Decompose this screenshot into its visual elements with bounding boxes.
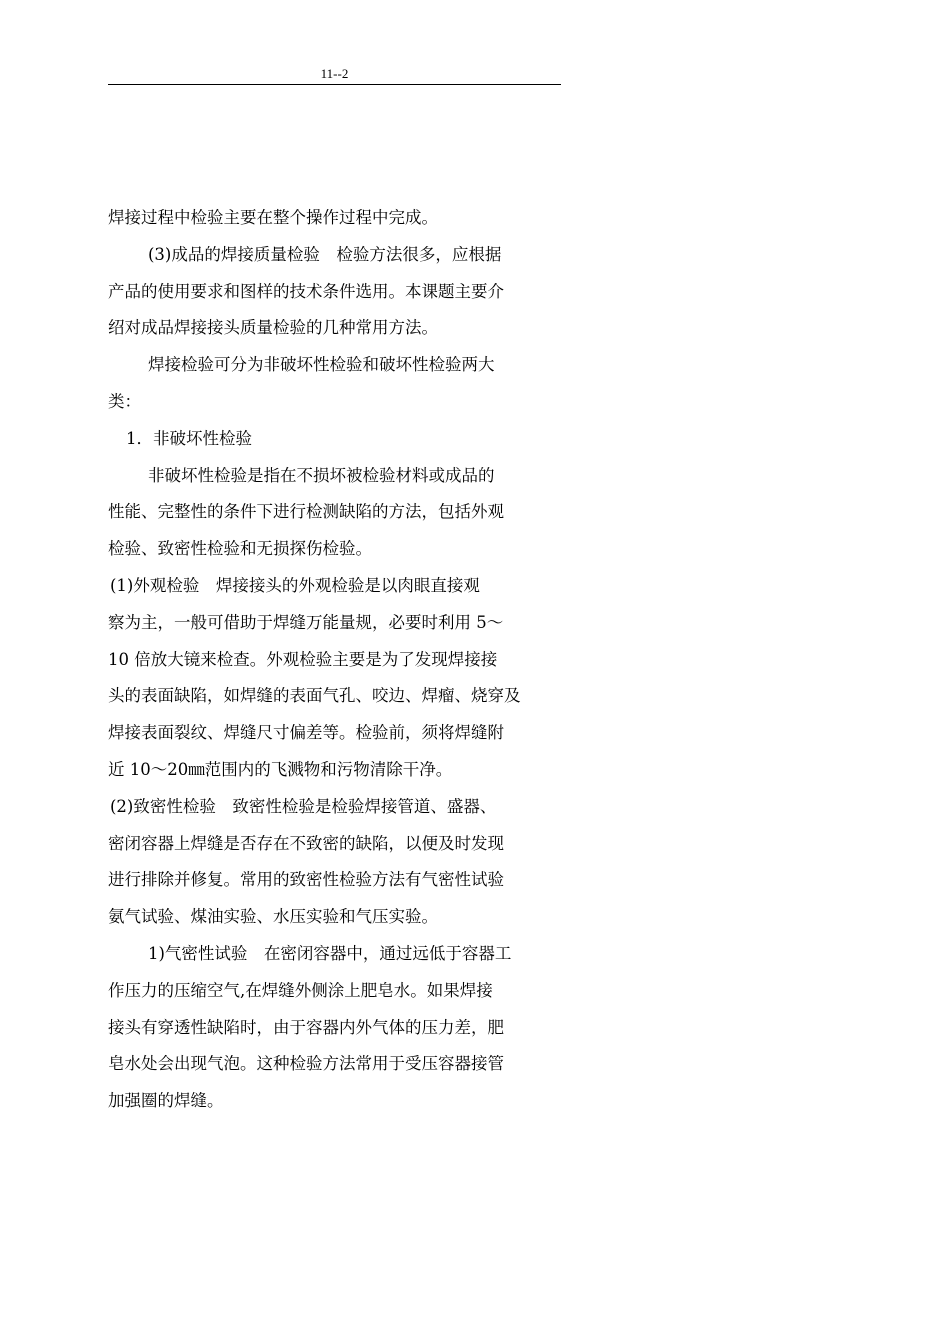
text-line: 头的表面缺陷，如焊缝的表面气孔、咬边、焊瘤、烧穿及 <box>108 686 521 706</box>
text-line: 焊接表面裂纹、焊缝尺寸偏差等。检验前，须将焊缝附 <box>108 723 504 743</box>
text-line: 接头有穿透性缺陷时，由于容器内外气体的压力差，肥 <box>108 1017 504 1037</box>
text-line: 检验、致密性检验和无损探伤检验。 <box>108 539 372 559</box>
text-line: 非破坏性检验是指在不损坏被检验材料或成品的 <box>148 465 495 485</box>
text-line: (2)致密性检验 致密性检验是检验焊接管道、盛器、 <box>110 796 497 816</box>
text-line: 性能、完整性的条件下进行检测缺陷的方法，包括外观 <box>108 502 504 522</box>
text-line: 氨气试验、煤油实验、水压实验和气压实验。 <box>108 907 438 927</box>
text-line: 密闭容器上焊缝是否存在不致密的缺陷，以便及时发现 <box>108 833 504 853</box>
text-line: 绍对成品焊接接头质量检验的几种常用方法。 <box>108 318 438 338</box>
header-rule <box>108 84 561 85</box>
text-line: (1)外观检验 焊接接头的外观检验是以肉眼直接观 <box>110 575 480 595</box>
text-line: 皂水处会出现气泡。这种检验方法常用于受压容器接管 <box>108 1054 504 1074</box>
text-line: 作压力的压缩空气,在焊缝外侧涂上肥皂水。如果焊接 <box>108 980 493 1000</box>
text-line: 类： <box>108 391 141 411</box>
text-line: 察为主，一般可借助于焊缝万能量规，必要时利用 5～ <box>108 612 504 632</box>
body-text <box>108 200 561 1120</box>
text-line: 10 倍放大镜来检查。外观检验主要是为了发现焊接接 <box>108 649 498 669</box>
text-line: 进行排除并修复。常用的致密性检验方法有气密性试验 <box>108 870 504 890</box>
text-line: 焊接检验可分为非破坏性检验和破坏性检验两大 <box>148 355 495 375</box>
page-number: 11--2 <box>320 66 349 81</box>
text-line: 1．非破坏性检验 <box>126 428 252 448</box>
text-line: 1)气密性试验 在密闭容器中，通过远低于容器工 <box>148 943 512 963</box>
text-line: 焊接过程中检验主要在整个操作过程中完成。 <box>108 208 438 227</box>
text-line: 产品的使用要求和图样的技术条件选用。本课题主要介 <box>108 281 504 301</box>
text-line: 加强圈的焊缝。 <box>108 1091 224 1111</box>
text-line: (3)成品的焊接质量检验 检验方法很多，应根据 <box>148 244 502 264</box>
text-line: 近 10～20㎜范围内的飞溅物和污物清除干净。 <box>108 759 453 779</box>
